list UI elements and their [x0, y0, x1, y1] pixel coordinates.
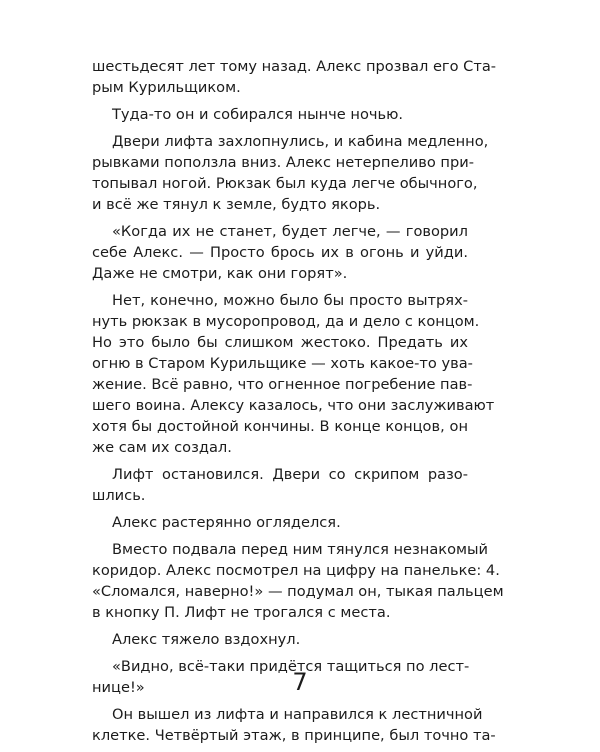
text-line: рым Курильщиком.	[92, 79, 241, 96]
paragraph	[92, 104, 468, 125]
text-line: Двери лифта захлопнулись, и кабина медленно,	[112, 133, 489, 150]
text-line: Алекс растерянно огляделся.	[112, 514, 341, 531]
text-line: жение. Всё равно, что огненное погребение пав-	[92, 376, 473, 393]
text-line: в кнопку П. Лифт не трогался с места.	[92, 604, 391, 621]
paragraph	[92, 512, 468, 533]
text-line: себе Алекс. — Просто брось их в огонь и уйди.	[92, 244, 468, 261]
text-line: же сам их создал.	[92, 439, 232, 456]
paragraph	[92, 539, 504, 623]
paragraph	[92, 56, 497, 98]
text-line: Вместо подвала перед ним тянулся незнакомый	[112, 541, 489, 558]
body-text	[92, 56, 504, 752]
text-line: рывками поползла вниз. Алекс нетерпеливо при-	[92, 154, 474, 171]
paragraph	[92, 704, 496, 746]
text-line: шестьдесят лет тому назад. Алекс прозвал его Ста-	[92, 58, 497, 75]
text-line: клетке. Четвёртый этаж, в принципе, был точно та-	[92, 727, 496, 744]
text-line: Нет, конечно, можно было бы просто вытрях-	[112, 292, 468, 309]
paragraph	[92, 221, 468, 284]
text-line: хотя бы достойной кончины. В конце концов, он	[92, 418, 468, 435]
text-line: Алекс тяжело вздохнул.	[112, 631, 301, 648]
text-line: Но это было бы слишком жестоко. Предать их	[92, 334, 468, 351]
page-number: 7	[292, 668, 308, 696]
text-line: «Сломался, наверно!» — подумал он, тыкая пальцем	[92, 583, 504, 600]
text-line: Даже не смотри, как они горят».	[92, 265, 348, 282]
text-line: «Когда их не станет, будет легче, — говорил	[112, 223, 468, 240]
text-line: коридор. Алекс посмотрел на цифру на панельке: 4.	[92, 562, 500, 579]
text-line: нице!»	[92, 679, 145, 696]
paragraph	[92, 131, 489, 215]
paragraph	[92, 290, 495, 458]
text-line: «Видно, всё-таки придётся тащиться по лест-	[112, 658, 470, 675]
text-line: и всё же тянул к земле, будто якорь.	[92, 196, 381, 213]
text-line: Лифт остановился. Двери со скрипом разо-	[112, 466, 468, 483]
paragraph	[92, 629, 468, 650]
text-line: шлись.	[92, 487, 146, 504]
text-line: топывал ногой. Рюкзак был куда легче обычного,	[92, 175, 478, 192]
paragraph	[92, 464, 468, 506]
text-line: Он вышел из лифта и направился к лестничной	[112, 706, 483, 723]
text-line: шего воина. Алексу казалось, что они заслуживают	[92, 397, 495, 414]
text-line: огню в Старом Курильщике — хоть какое-то ува-	[92, 355, 473, 372]
text-line: Туда-то он и собирался нынче ночью.	[112, 106, 404, 123]
text-line: нуть рюкзак в мусоропровод, да и дело с концом.	[92, 313, 480, 330]
